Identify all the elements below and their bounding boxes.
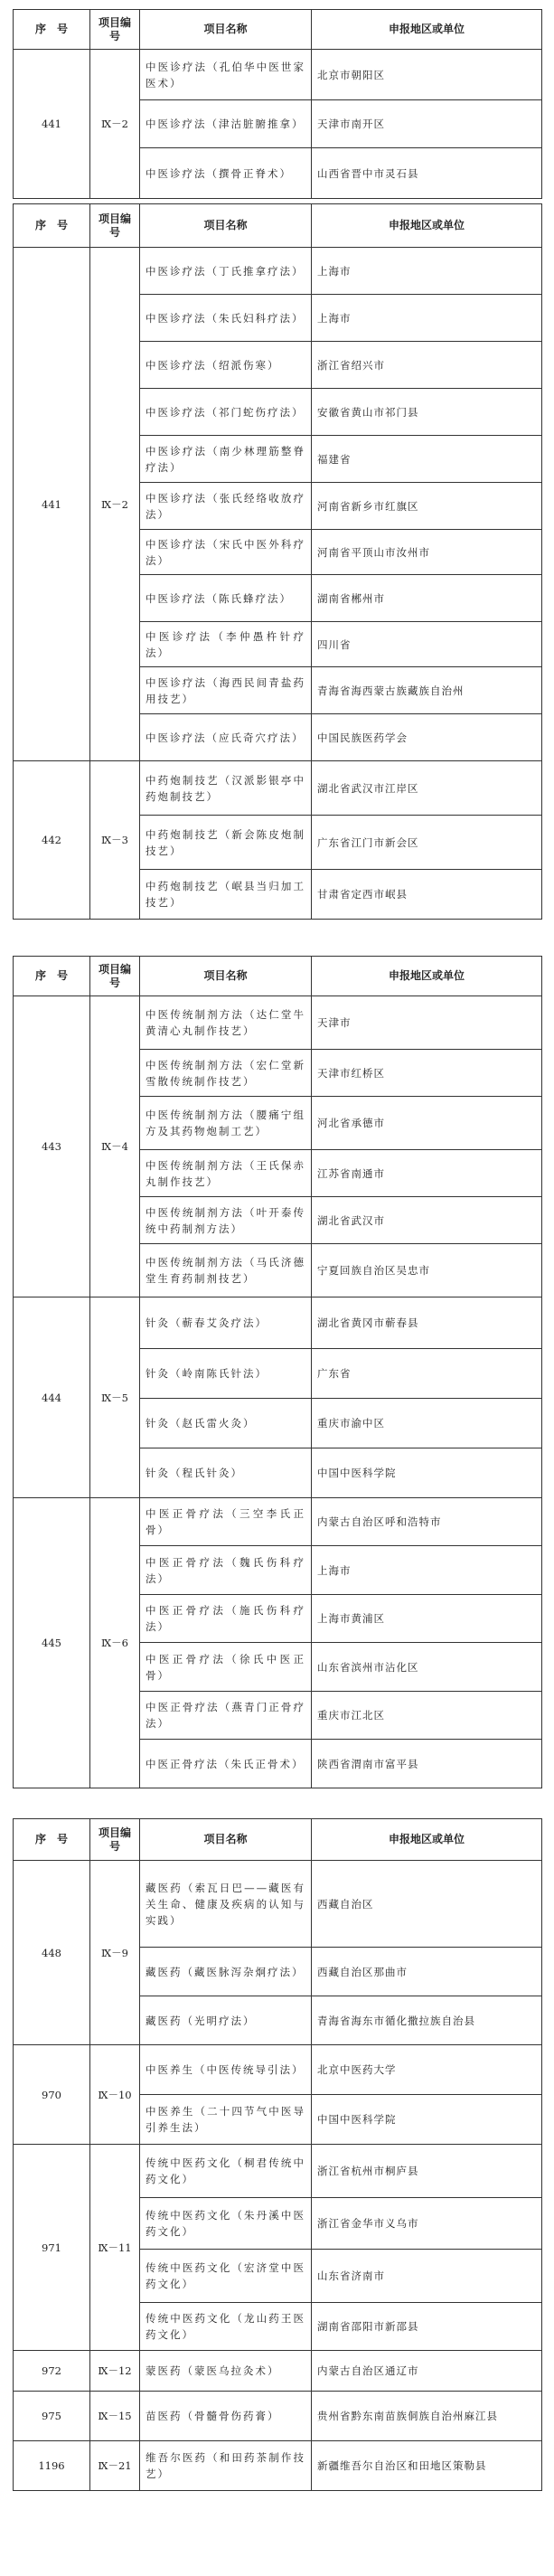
header-region: 申报地区或单位 [312, 957, 542, 996]
project-name-cell: 中医诊疗法（津沽脏腑推拿） [140, 100, 312, 148]
region-cell: 湖南省邵阳市新邵县 [312, 2303, 542, 2351]
code-cell: Ⅸ－2 [90, 50, 140, 199]
region-cell: 上海市 [312, 1546, 542, 1595]
table-row [14, 248, 542, 295]
project-name-cell: 中医诊疗法（应氏奇穴疗法） [140, 714, 312, 761]
region-cell: 上海市 [312, 295, 542, 342]
region-cell: 上海市黄浦区 [312, 1595, 542, 1643]
table-row [14, 761, 542, 816]
table-section-2 [13, 203, 541, 920]
project-name-cell: 中医诊疗法（南少林理筋整脊疗法） [140, 436, 312, 483]
seq-cell: 441 [14, 50, 90, 199]
project-name-cell: 针灸（蕲春艾灸疗法） [140, 1297, 312, 1349]
code-cell: Ⅸ－6 [90, 1498, 140, 1788]
project-name-cell: 中医传统制剂方法（宏仁堂新雪散传统制作技艺） [140, 1050, 312, 1097]
project-name-cell: 传统中医药文化（宏济堂中医药文化） [140, 2250, 312, 2303]
project-name-cell: 中医正骨疗法（燕青门正骨疗法） [140, 1692, 312, 1740]
code-cell: Ⅸ－12 [90, 2351, 140, 2392]
region-cell: 湖南省郴州市 [312, 575, 542, 622]
header-name: 项目名称 [140, 204, 312, 248]
table-row [14, 2145, 542, 2198]
table-row [14, 996, 542, 1050]
seq-cell: 971 [14, 2145, 90, 2351]
code-cell: Ⅸ－10 [90, 2045, 140, 2145]
project-name-cell: 中医正骨疗法（朱氏正骨术） [140, 1740, 312, 1788]
region-cell: 新疆维吾尔自治区和田地区策勒县 [312, 2441, 542, 2491]
project-name-cell: 中医传统制剂方法（王氏保赤丸制作技艺） [140, 1150, 312, 1197]
project-name-cell: 中医诊疗法（丁氏推拿疗法） [140, 248, 312, 295]
region-cell: 青海省海东市循化撒拉族自治县 [312, 1996, 542, 2045]
region-cell: 浙江省金华市义乌市 [312, 2198, 542, 2250]
region-cell: 西藏自治区那曲市 [312, 1948, 542, 1996]
header-code: 项目编号 [90, 1819, 140, 1861]
region-cell: 重庆市渝中区 [312, 1399, 542, 1448]
project-name-cell: 中药炮制技艺（汉派影银亭中药炮制技艺） [140, 761, 312, 816]
project-name-cell: 苗医药（骨髓骨伤药膏） [140, 2392, 312, 2441]
project-name-cell: 针灸（赵氏雷火灸） [140, 1399, 312, 1448]
region-cell: 山西省晋中市灵石县 [312, 148, 542, 199]
region-cell: 福建省 [312, 436, 542, 483]
region-cell: 中国民族医药学会 [312, 714, 542, 761]
project-name-cell: 中医传统制剂方法（叶开泰传统中药制剂方法） [140, 1197, 312, 1244]
region-cell: 中国中医科学院 [312, 2095, 542, 2145]
code-cell: Ⅸ－11 [90, 2145, 140, 2351]
project-name-cell: 传统中医药文化（朱丹溪中医药文化） [140, 2198, 312, 2250]
code-cell: Ⅸ－2 [90, 248, 140, 761]
project-name-cell: 中医诊疗法（海西民间青盐药用技艺） [140, 667, 312, 714]
project-name-cell: 中医诊疗法（孔伯华中医世家医术） [140, 50, 312, 100]
heritage-table [13, 9, 542, 199]
table-row [14, 1861, 542, 1948]
seq-cell: 448 [14, 1861, 90, 2045]
region-cell: 重庆市江北区 [312, 1692, 542, 1740]
region-cell: 天津市南开区 [312, 100, 542, 148]
seq-cell: 444 [14, 1297, 90, 1498]
project-name-cell: 中医诊疗法（李仲愚杵针疗法） [140, 622, 312, 667]
seq-cell: 442 [14, 761, 90, 920]
project-name-cell: 中医正骨疗法（三空李氏正骨） [140, 1498, 312, 1546]
header-seq: 序 号 [14, 204, 90, 248]
heritage-table [13, 203, 542, 920]
project-name-cell: 中药炮制技艺（岷县当归加工技艺） [140, 870, 312, 920]
code-cell: Ⅸ－9 [90, 1861, 140, 2045]
project-name-cell: 藏医药（藏医脉泻杂炯疗法） [140, 1948, 312, 1996]
seq-cell: 970 [14, 2045, 90, 2145]
region-cell: 陕西省渭南市富平县 [312, 1740, 542, 1788]
region-cell: 内蒙古自治区通辽市 [312, 2351, 542, 2392]
region-cell: 西藏自治区 [312, 1861, 542, 1948]
project-name-cell: 中医传统制剂方法（达仁堂牛黄清心丸制作技艺） [140, 996, 312, 1050]
table-row [14, 2045, 542, 2095]
code-cell: Ⅸ－4 [90, 996, 140, 1297]
header-name: 项目名称 [140, 10, 312, 50]
region-cell: 浙江省绍兴市 [312, 342, 542, 389]
region-cell: 青海省海西蒙古族藏族自治州 [312, 667, 542, 714]
table-section-1 [13, 9, 541, 199]
header-region: 申报地区或单位 [312, 10, 542, 50]
project-name-cell: 中医诊疗法（朱氏妇科疗法） [140, 295, 312, 342]
project-name-cell: 中药炮制技艺（新会陈皮炮制技艺） [140, 816, 312, 870]
project-name-cell: 传统中医药文化（桐君传统中药文化） [140, 2145, 312, 2198]
seq-cell: 441 [14, 248, 90, 761]
project-name-cell: 中医养生（中医传统导引法） [140, 2045, 312, 2095]
header-code: 项目编号 [90, 10, 140, 50]
header-row [14, 1819, 542, 1861]
header-region: 申报地区或单位 [312, 1819, 542, 1861]
seq-cell: 445 [14, 1498, 90, 1788]
table-row [14, 1297, 542, 1349]
seq-cell: 443 [14, 996, 90, 1297]
project-name-cell: 中医传统制剂方法（马氏济德堂生育药制剂技艺） [140, 1244, 312, 1297]
heritage-table [13, 956, 542, 1788]
project-name-cell: 中医诊疗法（绍派伤寒） [140, 342, 312, 389]
table-row [14, 2392, 542, 2441]
table-section-3 [13, 956, 541, 1788]
header-region: 申报地区或单位 [312, 204, 542, 248]
project-name-cell: 中医养生（二十四节气中医导引养生法） [140, 2095, 312, 2145]
region-cell: 天津市 [312, 996, 542, 1050]
seq-cell: 972 [14, 2351, 90, 2392]
region-cell: 上海市 [312, 248, 542, 295]
region-cell: 贵州省黔东南苗族侗族自治州麻江县 [312, 2392, 542, 2441]
region-cell: 中国中医科学院 [312, 1448, 542, 1498]
region-cell: 甘肃省定西市岷县 [312, 870, 542, 920]
project-name-cell: 藏医药（光明疗法） [140, 1996, 312, 2045]
region-cell: 湖北省黄冈市蕲春县 [312, 1297, 542, 1349]
region-cell: 广东省 [312, 1349, 542, 1399]
seq-cell: 1196 [14, 2441, 90, 2491]
table-row [14, 50, 542, 100]
region-cell: 湖北省武汉市江岸区 [312, 761, 542, 816]
header-row [14, 204, 542, 248]
region-cell: 安徽省黄山市祁门县 [312, 389, 542, 436]
project-name-cell: 中医诊疗法（撰骨正脊术） [140, 148, 312, 199]
header-seq: 序 号 [14, 1819, 90, 1861]
region-cell: 江苏省南通市 [312, 1150, 542, 1197]
code-cell: Ⅸ－21 [90, 2441, 140, 2491]
project-name-cell: 中医传统制剂方法（腰痛宁组方及其药物炮制工艺） [140, 1097, 312, 1150]
header-seq: 序 号 [14, 10, 90, 50]
table-row [14, 2351, 542, 2392]
header-seq: 序 号 [14, 957, 90, 996]
region-cell: 四川省 [312, 622, 542, 667]
region-cell: 山东省滨州市沾化区 [312, 1643, 542, 1692]
table-section-4 [13, 1818, 541, 2491]
region-cell: 天津市红桥区 [312, 1050, 542, 1097]
project-name-cell: 中医正骨疗法（徐氏中医正骨） [140, 1643, 312, 1692]
project-name-cell: 中医诊疗法（陈氏蜂疗法） [140, 575, 312, 622]
region-cell: 浙江省杭州市桐庐县 [312, 2145, 542, 2198]
header-code: 项目编号 [90, 957, 140, 996]
project-name-cell: 针灸（岭南陈氏针法） [140, 1349, 312, 1399]
region-cell: 北京市朝阳区 [312, 50, 542, 100]
region-cell: 湖北省武汉市 [312, 1197, 542, 1244]
project-name-cell: 针灸（程氏针灸） [140, 1448, 312, 1498]
project-name-cell: 蒙医药（蒙医乌拉灸术） [140, 2351, 312, 2392]
table-row [14, 2441, 542, 2491]
code-cell: Ⅸ－3 [90, 761, 140, 920]
project-name-cell: 中医诊疗法（宋氏中医外科疗法） [140, 530, 312, 575]
project-name-cell: 中医正骨疗法（施氏伤科疗法） [140, 1595, 312, 1643]
project-name-cell: 维吾尔医药（和田药茶制作技艺） [140, 2441, 312, 2491]
project-name-cell: 中医诊疗法（张氏经络收放疗法） [140, 483, 312, 530]
header-code: 项目编号 [90, 204, 140, 248]
header-name: 项目名称 [140, 957, 312, 996]
region-cell: 内蒙古自治区呼和浩特市 [312, 1498, 542, 1546]
header-row [14, 10, 542, 50]
seq-cell: 975 [14, 2392, 90, 2441]
code-cell: Ⅸ－15 [90, 2392, 140, 2441]
header-name: 项目名称 [140, 1819, 312, 1861]
project-name-cell: 传统中医药文化（龙山药王医药文化） [140, 2303, 312, 2351]
region-cell: 河南省平顶山市汝州市 [312, 530, 542, 575]
region-cell: 广东省江门市新会区 [312, 816, 542, 870]
region-cell: 宁夏回族自治区吴忠市 [312, 1244, 542, 1297]
header-row [14, 957, 542, 996]
project-name-cell: 中医正骨疗法（魏氏伤科疗法） [140, 1546, 312, 1595]
heritage-table [13, 1818, 542, 2491]
code-cell: Ⅸ－5 [90, 1297, 140, 1498]
region-cell: 河北省承德市 [312, 1097, 542, 1150]
table-row [14, 1498, 542, 1546]
project-name-cell: 中医诊疗法（祁门蛇伤疗法） [140, 389, 312, 436]
region-cell: 北京中医药大学 [312, 2045, 542, 2095]
project-name-cell: 藏医药（索瓦日巴——藏医有关生命、健康及疾病的认知与实践） [140, 1861, 312, 1948]
region-cell: 河南省新乡市红旗区 [312, 483, 542, 530]
region-cell: 山东省济南市 [312, 2250, 542, 2303]
